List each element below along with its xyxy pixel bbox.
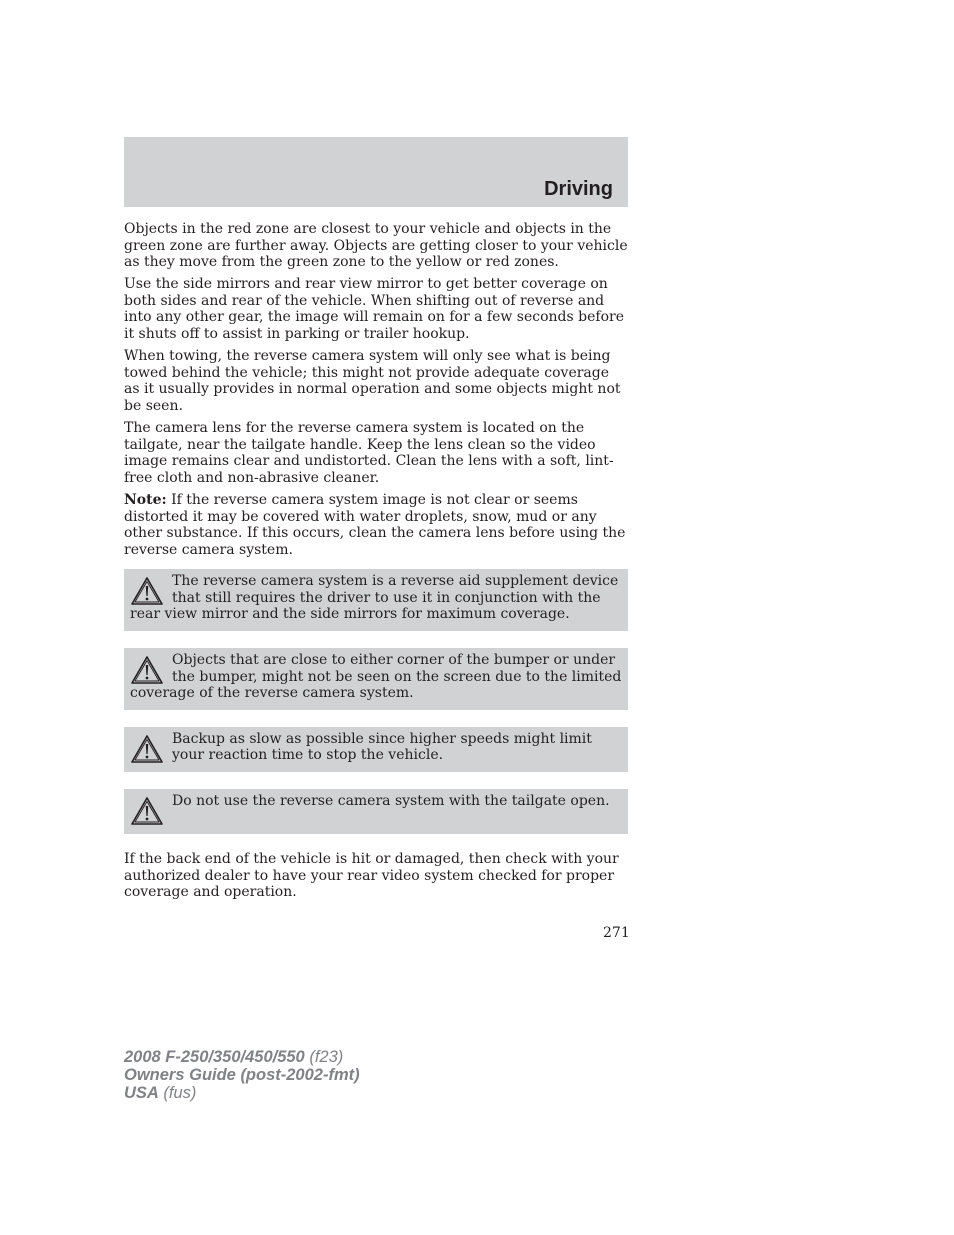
paragraph: The camera lens for the reverse camera system is located on the tailgate, near the tailgate handle. Keep the lens clean so the video image remains clear and undistorted. Clean the lens with a soft, lint-free cloth and non-abrasive cleaner. — [124, 420, 614, 486]
section-header — [124, 137, 628, 207]
warning-text: The reverse camera system is a reverse aid supplement device that still requires the driver to use it in conjunction with the rear view mirror and the side mirrors for maximum coverage. — [130, 573, 619, 623]
warning-box — [124, 648, 628, 710]
page-number: 271 — [603, 925, 630, 941]
warning-text: Backup as slow as possible since higher speeds might limit your reaction time to stop the vehicle. — [172, 730, 592, 764]
warning-triangle-icon — [130, 796, 164, 826]
note-text: If the reverse camera system image is not clear or seems distorted it may be covered with water droplets, snow, mud or any other substance. If this occurs, clean the camera lens before using the reverse camera system. — [124, 491, 626, 558]
footer-line — [124, 1084, 360, 1102]
warning-triangle-icon — [130, 576, 164, 606]
document-footer — [124, 1048, 360, 1102]
footer-market-code: (fus) — [158, 1084, 197, 1102]
footer-line — [124, 1048, 360, 1066]
warning-triangle-icon — [130, 655, 164, 685]
page-content — [124, 221, 628, 906]
paragraph: If the back end of the vehicle is hit or damaged, then check with your authorized dealer to have your rear video system checked for proper coverage and operation. — [124, 851, 619, 901]
warning-triangle-icon — [130, 734, 164, 764]
warning-text: Objects that are close to either corner of the bumper or under the bumper, might not be seen on the screen due to the limited coverage of the reverse camera system. — [130, 652, 622, 702]
warning-box — [124, 569, 628, 631]
warning-box — [124, 789, 628, 834]
paragraph: Use the side mirrors and rear view mirror to get better coverage on both sides and rear of the vehicle. When shifting out of reverse and into any other gear, the image will remain on for a few seconds before it shuts off to assist in parking or trailer hookup. — [124, 276, 624, 343]
paragraph: When towing, the reverse camera system will only see what is being towed behind the vehicle; this might not provide adequate coverage as it usually provides in normal operation and some objects might not be seen. — [124, 348, 621, 414]
footer-guide: Owners Guide (post-2002-fmt) — [124, 1066, 360, 1084]
footer-model: 2008 F-250/350/450/550 — [124, 1048, 305, 1066]
footer-market: USA — [124, 1084, 159, 1102]
paragraph: Objects in the red zone are closest to your vehicle and objects in the green zone are further away. Objects are getting closer to your vehicle as they move from the green zone to the yellow or red zones. — [124, 221, 628, 271]
note-paragraph — [124, 492, 628, 558]
warning-text: Do not use the reverse camera system with the tailgate open. — [172, 793, 610, 810]
footer-line — [124, 1066, 360, 1084]
note-label: Note: — [124, 491, 167, 508]
warning-box — [124, 727, 628, 772]
footer-model-code: (f23) — [304, 1048, 344, 1066]
section-title: Driving — [544, 178, 613, 200]
